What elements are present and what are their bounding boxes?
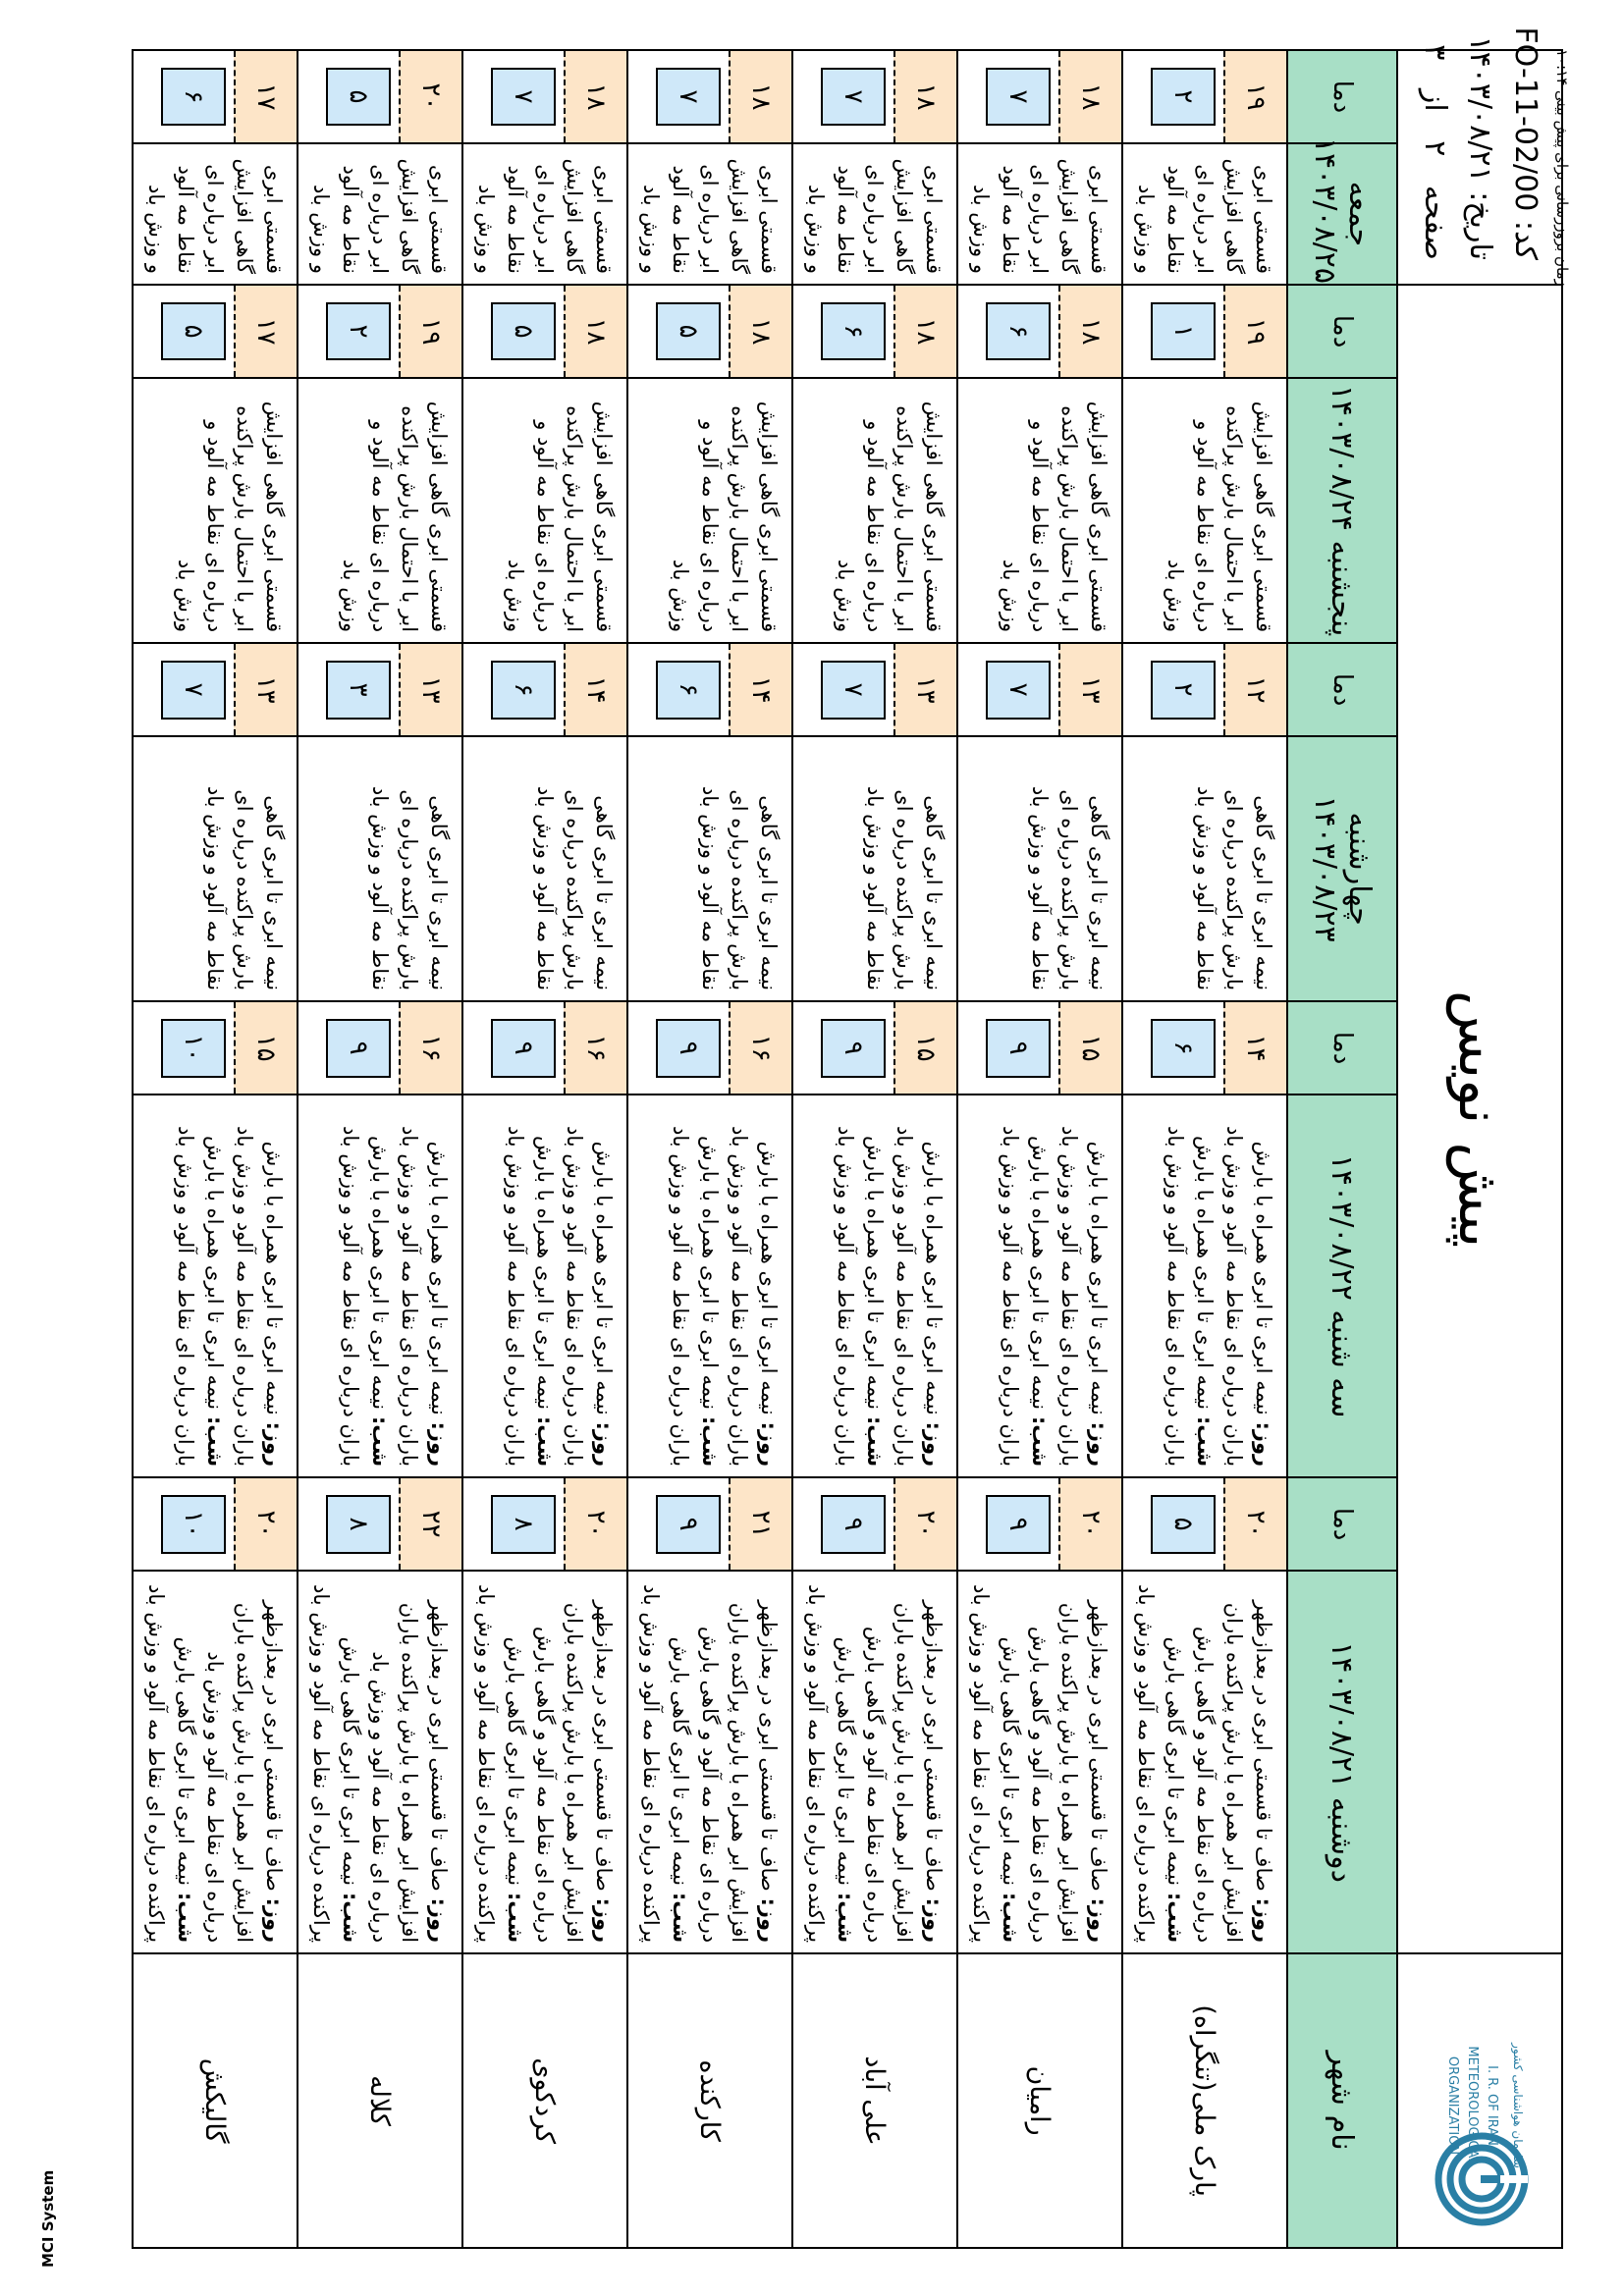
forecast-d1 <box>462 1571 627 1953</box>
forecast-night-part <box>801 1581 860 1943</box>
min-temp: ۹ <box>821 1495 886 1554</box>
min-temp: ۵ <box>656 302 721 361</box>
temp-cell <box>1122 1477 1287 1571</box>
forecast-d2 <box>133 1095 298 1477</box>
max-temp: ۱۳ <box>1058 644 1121 735</box>
forecast-sheet <box>46 27 1563 2247</box>
day-text: نیمه ابری تا ابری همراه با بارش باران درباره ای نقاط مه آلود و وزش باد <box>1057 1126 1110 1468</box>
col-city: نام شهر <box>1287 1953 1397 2248</box>
forecast-d2 <box>462 1095 627 1477</box>
max-temp: ۱۸ <box>729 51 791 142</box>
min-temp: ۷ <box>821 661 886 720</box>
day-text: نیمه ابری تا ابری همراه با بارش باران درباره ای نقاط مه آلود و وزش باد <box>563 1126 616 1468</box>
day-text: نیمه ابری تا ابری همراه با بارش باران درباره ای نقاط مه آلود و وزش باد <box>728 1126 781 1468</box>
forecast-night-part <box>636 1581 695 1943</box>
max-temp: ۱۶ <box>729 1002 791 1094</box>
forecast-day-part <box>530 1581 619 1943</box>
min-temp: ۲ <box>326 302 391 361</box>
max-temp: ۱۵ <box>234 1002 297 1094</box>
night-text: نیمه ابری تا ابری گاهی بارش پراکنده درباره ای نقاط مه آلود و وزش باد <box>1134 1584 1187 1944</box>
forecast-d5: قسمتی ابری گاهی افزایش ابر درباره ای نقاط مه آلود و وزش باد <box>627 143 792 285</box>
max-temp: ۲۰ <box>893 1478 956 1570</box>
max-temp: ۱۸ <box>1058 51 1121 142</box>
day-text: صاف تا قسمتی ابری در بعدازظهر افزایش ابر همراه با بارش پراکنده باران درباره ای نقاط مه آلود و گاهی بارش <box>1193 1600 1275 1944</box>
temp-cell <box>298 1001 462 1095</box>
day-label: روز: <box>262 1897 286 1944</box>
day-label: روز: <box>427 1421 451 1468</box>
night-label: شب: <box>834 1892 857 1944</box>
forecast-d5: قسمتی ابری گاهی افزایش ابر درباره ای نقاط مه آلود و وزش باد <box>133 143 298 285</box>
day-label: روز: <box>1252 1421 1275 1468</box>
min-temp: ۶ <box>1151 1019 1216 1078</box>
min-temp: ۱۰ <box>161 1495 226 1554</box>
page-line <box>1412 44 1457 261</box>
min-temp: ۱ <box>1151 302 1216 361</box>
footer-system-text: MCI System <box>39 2169 57 2268</box>
temp-cell <box>1122 285 1287 378</box>
forecast-d5: قسمتی ابری گاهی افزایش ابر درباره ای نقاط مه آلود و وزش باد <box>462 143 627 285</box>
temp-cell <box>627 285 792 378</box>
date-value: ۱۴۰۳/۰۸/۲۱ <box>1463 35 1497 183</box>
night-label: شب: <box>203 1415 227 1468</box>
day-text: نیمه ابری تا ابری همراه با بارش باران درباره ای نقاط مه آلود و وزش باد <box>1222 1126 1275 1468</box>
temp-cell <box>792 50 957 143</box>
temp-cell <box>133 1477 298 1571</box>
forecast-night-part <box>306 1581 365 1943</box>
min-temp: ۲ <box>1151 68 1216 127</box>
col-temp-1: دما <box>1287 1477 1397 1571</box>
day-label: روز: <box>922 1421 946 1468</box>
min-temp: ۳ <box>326 661 391 720</box>
table-row <box>133 50 298 2248</box>
min-temp: ۸ <box>491 1495 556 1554</box>
forecast-d3: نیمه ابری تا ابری گاهی بارش پراکنده درباره ای نقاط مه آلود و وزش باد <box>627 736 792 1001</box>
max-temp: ۱۶ <box>399 1002 461 1094</box>
temp-cell <box>462 50 627 143</box>
day-label: روز: <box>427 1897 451 1944</box>
forecast-night-part <box>666 1105 725 1467</box>
day-label: روز: <box>1087 1421 1110 1468</box>
temp-cell <box>462 1001 627 1095</box>
day-text: صاف تا قسمتی ابری در بعدازظهر افزایش ابر همراه با بارش پراکنده باران درباره ای نقاط مه آلود و گاهی بارش <box>1028 1600 1110 1944</box>
min-temp: ۷ <box>821 68 886 127</box>
night-label: شب: <box>1193 1415 1217 1468</box>
min-temp: ۹ <box>656 1019 721 1078</box>
temp-cell <box>627 1477 792 1571</box>
temp-cell <box>462 285 627 378</box>
day-text: نیمه ابری تا ابری همراه با بارش باران درباره ای نقاط مه آلود و وزش باد <box>893 1126 946 1468</box>
forecast-d3: نیمه ابری تا ابری گاهی بارش پراکنده درباره ای نقاط مه آلود و وزش باد <box>133 736 298 1001</box>
max-temp: ۲۰ <box>564 1478 626 1570</box>
forecast-d2 <box>957 1095 1122 1477</box>
logo-icon <box>1428 1968 1536 2233</box>
min-temp: ۷ <box>491 68 556 127</box>
day-label: روز: <box>592 1421 616 1468</box>
col-day-4: پنجشنبه ۱۴۰۳/۰۸/۲۴ <box>1287 378 1397 643</box>
night-label: شب: <box>698 1415 722 1468</box>
forecast-d3: نیمه ابری تا ابری گاهی بارش پراکنده درباره ای نقاط مه آلود و وزش باد <box>957 736 1122 1001</box>
forecast-day-part <box>1025 1581 1113 1943</box>
temp-cell <box>627 50 792 143</box>
night-text: نیمه ابری تا ابری گاهی بارش پراکنده درباره ای نقاط مه آلود و وزش باد <box>639 1584 692 1944</box>
forecast-day-part <box>365 1581 454 1943</box>
temp-cell <box>1122 643 1287 736</box>
logo-org-fa: سازمان هواشناسی کشور <box>1511 2043 1525 2168</box>
date-label: تاریخ: <box>1463 191 1497 261</box>
day-label: روز: <box>922 1897 946 1944</box>
footer-print-time <box>1553 49 1624 287</box>
table-row <box>462 50 627 2248</box>
night-text: نیمه ابری تا ابری گاهی بارش پراکنده درباره ای نقاط مه آلود و وزش باد <box>969 1584 1022 1944</box>
footer-print-time-text: زمان بروزرسانی برای پیش بینی ۱۰:۱۴ <box>1553 49 1571 287</box>
temp-cell <box>298 643 462 736</box>
max-temp: ۱۷ <box>234 286 297 377</box>
max-temp: ۱۸ <box>564 286 626 377</box>
night-text: نیمه ابری تا ابری همراه با بارش باران درباره ای نقاط مه آلود و وزش باد <box>999 1126 1052 1468</box>
temp-cell <box>298 50 462 143</box>
city-name: کارکنده <box>627 1953 792 2248</box>
min-temp: ۶ <box>491 661 556 720</box>
min-temp: ۷ <box>986 661 1051 720</box>
day-text: صاف تا قسمتی ابری در بعدازظهر افزایش ابر همراه با بارش پراکنده باران درباره ای نقاط مه آلود و گاهی بارش <box>698 1600 781 1944</box>
forecast-day-part <box>695 1581 784 1943</box>
night-label: شب: <box>1028 1415 1052 1468</box>
max-temp: ۱۸ <box>564 51 626 142</box>
forecast-d2 <box>627 1095 792 1477</box>
forecast-d5: قسمتی ابری گاهی افزایش ابر درباره ای نقاط مه آلود و وزش باد <box>957 143 1122 285</box>
temp-cell <box>462 1477 627 1571</box>
temp-cell <box>792 643 957 736</box>
forecast-night-part <box>336 1105 395 1467</box>
max-temp: ۱۳ <box>399 644 461 735</box>
footer-system <box>39 2169 79 2268</box>
max-temp: ۱۸ <box>1058 286 1121 377</box>
col-temp-2: دما <box>1287 1001 1397 1095</box>
table-row <box>1122 50 1287 2248</box>
page-title: پیش نویس <box>1397 285 1562 1953</box>
temp-cell <box>462 643 627 736</box>
min-temp: ۶ <box>161 68 226 127</box>
col-temp-4: دما <box>1287 285 1397 378</box>
min-temp: ۷ <box>161 661 226 720</box>
forecast-day-part <box>1190 1581 1278 1943</box>
forecast-d1 <box>133 1571 298 1953</box>
max-temp: ۱۴ <box>1223 1002 1286 1094</box>
temp-cell <box>627 1001 792 1095</box>
max-temp: ۱۸ <box>729 286 791 377</box>
min-temp: ۹ <box>986 1019 1051 1078</box>
table-row <box>298 50 462 2248</box>
code-line <box>1502 27 1547 261</box>
day-label: روز: <box>1087 1897 1110 1944</box>
max-temp: ۱۹ <box>1223 286 1286 377</box>
logo-org-en-3: ORGANIZATION <box>1445 2056 1460 2156</box>
temp-cell <box>792 1001 957 1095</box>
min-temp: ۸ <box>326 1495 391 1554</box>
page-of: از <box>1418 88 1452 112</box>
night-text: نیمه ابری تا ابری همراه با بارش باران درباره ای نقاط مه آلود و وزش باد <box>504 1126 557 1468</box>
forecast-night-part <box>141 1581 200 1943</box>
forecast-day-part <box>560 1105 619 1467</box>
forecast-d5: قسمتی ابری گاهی افزایش ابر درباره ای نقاط مه آلود و وزش باد <box>792 143 957 285</box>
min-temp: ۶ <box>986 302 1051 361</box>
table-row <box>957 50 1122 2248</box>
min-temp: ۱۰ <box>161 1019 226 1078</box>
max-temp: ۱۳ <box>893 644 956 735</box>
forecast-d3: نیمه ابری تا ابری گاهی بارش پراکنده درباره ای نقاط مه آلود و وزش باد <box>1122 736 1287 1001</box>
temp-cell <box>1122 50 1287 143</box>
night-text: نیمه ابری تا ابری همراه با بارش باران درباره ای نقاط مه آلود و وزش باد <box>339 1126 392 1468</box>
night-text: نیمه ابری تا ابری گاهی بارش پراکنده درباره ای نقاط مه آلود و وزش باد <box>474 1584 527 1944</box>
forecast-day-part <box>395 1105 454 1467</box>
temp-cell <box>792 285 957 378</box>
forecast-d1 <box>298 1571 462 1953</box>
max-temp: ۱۹ <box>399 286 461 377</box>
col-temp-5: دما <box>1287 50 1397 143</box>
col-day-5: جمعه ۱۴۰۳/۰۸/۲۵ <box>1287 143 1397 285</box>
forecast-d2 <box>792 1095 957 1477</box>
night-text: نیمه ابری تا ابری همراه با بارش باران درباره ای نقاط مه آلود و وزش باد <box>1164 1126 1217 1468</box>
forecast-day-part <box>1055 1105 1113 1467</box>
temp-cell <box>957 1001 1122 1095</box>
forecast-rows <box>133 50 1287 2248</box>
night-label: شب: <box>533 1415 557 1468</box>
forecast-day-part <box>200 1581 289 1943</box>
city-name: کلاله <box>298 1953 462 2248</box>
forecast-d4: قسمتی ابری گاهی افزایش ابر با احتمال بارش پراکنده درباره ای نقاط مه آلود و وزش باد <box>298 378 462 643</box>
day-text: نیمه ابری تا ابری همراه با بارش باران درباره ای نقاط مه آلود و وزش باد <box>233 1126 286 1468</box>
forecast-day-part <box>860 1581 948 1943</box>
max-temp: ۱۷ <box>234 51 297 142</box>
col-day-3: چهارشنبه ۱۴۰۳/۰۸/۲۳ <box>1287 736 1397 1001</box>
forecast-d5: قسمتی ابری گاهی افزایش ابر درباره ای نقاط مه آلود و وزش باد <box>1122 143 1287 285</box>
max-temp: ۱۵ <box>1058 1002 1121 1094</box>
document-meta <box>1397 27 1562 285</box>
max-temp: ۲۰ <box>1058 1478 1121 1570</box>
forecast-night-part <box>1161 1105 1219 1467</box>
min-temp: ۵ <box>491 302 556 361</box>
day-text: صاف تا قسمتی ابری در بعدازظهر افزایش ابر همراه با بارش پراکنده باران درباره ای نقاط مه آلود و گاهی بارش <box>533 1600 616 1944</box>
day-text: صاف تا قسمتی ابری در بعدازظهر افزایش ابر همراه با بارش پراکنده باران درباره ای نقاط مه آلود و گاهی بارش <box>863 1600 946 1944</box>
forecast-d1 <box>1122 1571 1287 1953</box>
city-name: گالیکش <box>133 1953 298 2248</box>
temp-cell <box>957 1477 1122 1571</box>
forecast-d1 <box>792 1571 957 1953</box>
col-temp-3: دما <box>1287 643 1397 736</box>
night-label: شب: <box>339 1892 362 1944</box>
city-name: رامیان <box>957 1953 1122 2248</box>
max-temp: ۱۸ <box>893 286 956 377</box>
page-total: ۳ <box>1418 44 1452 61</box>
forecast-d4: قسمتی ابری گاهی افزایش ابر با احتمال بارش پراکنده درباره ای نقاط مه آلود و وزش باد <box>792 378 957 643</box>
max-temp: ۱۴ <box>729 644 791 735</box>
column-header-row <box>1287 50 1397 2248</box>
min-temp: ۹ <box>656 1495 721 1554</box>
city-name: پارک ملی(تنگراه) <box>1122 1953 1287 2248</box>
page-label: صفحه <box>1418 185 1452 261</box>
night-label: شب: <box>368 1415 392 1468</box>
forecast-d2 <box>298 1095 462 1477</box>
max-temp: ۱۹ <box>1223 51 1286 142</box>
forecast-day-part <box>1219 1105 1278 1467</box>
max-temp: ۲۰ <box>234 1478 297 1570</box>
min-temp: ۲ <box>1151 661 1216 720</box>
forecast-day-part <box>725 1105 784 1467</box>
code-label: کد: <box>1508 220 1543 261</box>
temp-cell <box>298 1477 462 1571</box>
max-temp: ۱۴ <box>564 644 626 735</box>
max-temp: ۲۱ <box>729 1478 791 1570</box>
night-text: نیمه ابری تا ابری گاهی بارش پراکنده درباره ای نقاط مه آلود و وزش باد <box>309 1584 362 1944</box>
day-text: صاف تا قسمتی ابری در بعدازظهر افزایش ابر همراه با بارش پراکنده باران درباره ای نقاط مه آلود و وزش باد <box>368 1600 451 1944</box>
col-day-2: سه شنبه ۱۴۰۳/۰۸/۲۲ <box>1287 1095 1397 1477</box>
night-label: شب: <box>669 1892 692 1944</box>
max-temp: ۲۰ <box>399 51 461 142</box>
night-label: شب: <box>999 1892 1022 1944</box>
night-text: نیمه ابری تا ابری همراه با بارش باران درباره ای نقاط مه آلود و وزش باد <box>834 1126 887 1468</box>
city-name: کردکوی <box>462 1953 627 2248</box>
max-temp: ۱۵ <box>893 1002 956 1094</box>
forecast-d4: قسمتی ابری گاهی افزایش ابر با احتمال بارش پراکنده درباره ای نقاط مه آلود و وزش باد <box>1122 378 1287 643</box>
day-label: روز: <box>262 1421 286 1468</box>
forecast-night-part <box>831 1105 890 1467</box>
min-temp: ۷ <box>656 68 721 127</box>
temp-cell <box>627 643 792 736</box>
table-row <box>792 50 957 2248</box>
logo-org-en-1: I. R. OF IRAN <box>1485 2065 1499 2146</box>
night-label: شب: <box>863 1415 887 1468</box>
city-name: علی آباد <box>792 1953 957 2248</box>
min-temp: ۵ <box>326 68 391 127</box>
temp-cell <box>133 1001 298 1095</box>
day-label: روز: <box>757 1897 781 1944</box>
forecast-night-part <box>996 1105 1055 1467</box>
night-text: نیمه ابری تا ابری گاهی بارش پراکنده درباره ای نقاط مه آلود و وزش باد <box>144 1584 197 1944</box>
night-label: شب: <box>174 1892 197 1944</box>
night-text: نیمه ابری تا ابری همراه با بارش باران درباره ای نقاط مه آلود و وزش باد <box>174 1126 227 1468</box>
min-temp: ۷ <box>986 68 1051 127</box>
day-label: روز: <box>592 1897 616 1944</box>
page-number: ۲ <box>1418 140 1452 157</box>
forecast-night-part <box>171 1105 230 1467</box>
forecast-night-part <box>1131 1581 1190 1943</box>
max-temp: ۱۳ <box>234 644 297 735</box>
day-text: نیمه ابری تا ابری همراه با بارش باران درباره ای نقاط مه آلود و وزش باد <box>398 1126 451 1468</box>
night-label: شب: <box>1164 1892 1187 1944</box>
max-temp: ۱۸ <box>893 51 956 142</box>
forecast-night-part <box>966 1581 1025 1943</box>
min-temp: ۶ <box>821 302 886 361</box>
min-temp: ۹ <box>326 1019 391 1078</box>
forecast-d4: قسمتی ابری گاهی افزایش ابر با احتمال بارش پراکنده درباره ای نقاط مه آلود و وزش باد <box>462 378 627 643</box>
temp-cell <box>957 50 1122 143</box>
date-line <box>1457 35 1502 261</box>
logo-cell <box>1397 1953 1562 2248</box>
forecast-d4: قسمتی ابری گاهی افزایش ابر با احتمال بارش پراکنده درباره ای نقاط مه آلود و وزش باد <box>627 378 792 643</box>
forecast-day-part <box>890 1105 948 1467</box>
forecast-night-part <box>471 1581 530 1943</box>
temp-cell <box>133 643 298 736</box>
forecast-d5: قسمتی ابری گاهی افزایش ابر درباره ای نقاط مه آلود و وزش باد <box>298 143 462 285</box>
table-row <box>627 50 792 2248</box>
max-temp: ۲۲ <box>399 1478 461 1570</box>
code-value: FO-11-02/00 <box>1508 27 1543 212</box>
forecast-day-part <box>230 1105 289 1467</box>
min-temp: ۵ <box>1151 1495 1216 1554</box>
max-temp: ۱۶ <box>564 1002 626 1094</box>
forecast-d1 <box>957 1571 1122 1953</box>
night-label: شب: <box>504 1892 527 1944</box>
forecast-night-part <box>501 1105 560 1467</box>
forecast-d3: نیمه ابری تا ابری گاهی بارش پراکنده درباره ای نقاط مه آلود و وزش باد <box>462 736 627 1001</box>
min-temp: ۵ <box>161 302 226 361</box>
col-day-1: دوشنبه ۱۴۰۳/۰۸/۲۱ <box>1287 1571 1397 1953</box>
forecast-d4: قسمتی ابری گاهی افزایش ابر با احتمال بارش پراکنده درباره ای نقاط مه آلود و وزش باد <box>957 378 1122 643</box>
min-temp: ۶ <box>656 661 721 720</box>
forecast-d3: نیمه ابری تا ابری گاهی بارش پراکنده درباره ای نقاط مه آلود و وزش باد <box>298 736 462 1001</box>
day-label: روز: <box>1252 1897 1275 1944</box>
temp-cell <box>957 643 1122 736</box>
temp-cell <box>957 285 1122 378</box>
min-temp: ۹ <box>986 1495 1051 1554</box>
forecast-table <box>132 27 1563 2249</box>
forecast-d3: نیمه ابری تا ابری گاهی بارش پراکنده درباره ای نقاط مه آلود و وزش باد <box>792 736 957 1001</box>
temp-cell <box>1122 1001 1287 1095</box>
temp-cell <box>133 285 298 378</box>
night-text: نیمه ابری تا ابری گاهی بارش پراکنده درباره ای نقاط مه آلود و وزش باد <box>804 1584 857 1944</box>
max-temp: ۲۰ <box>1223 1478 1286 1570</box>
temp-cell <box>792 1477 957 1571</box>
temp-cell <box>298 285 462 378</box>
forecast-d1 <box>627 1571 792 1953</box>
min-temp: ۹ <box>491 1019 556 1078</box>
logo-org-en-2: METEOROLOGICAL <box>1465 2046 1480 2165</box>
temp-cell <box>133 50 298 143</box>
min-temp: ۹ <box>821 1019 886 1078</box>
day-text: صاف تا قسمتی ابری در بعدازظهر افزایش ابر همراه با بارش پراکنده باران درباره ای نقاط مه آلود و وزش باد <box>203 1600 286 1944</box>
forecast-d4: قسمتی ابری گاهی افزایش ابر با احتمال بارش پراکنده درباره ای نقاط مه آلود و وزش باد <box>133 378 298 643</box>
forecast-d2 <box>1122 1095 1287 1477</box>
night-text: نیمه ابری تا ابری همراه با بارش باران درباره ای نقاط مه آلود و وزش باد <box>669 1126 722 1468</box>
max-temp: ۱۲ <box>1223 644 1286 735</box>
day-label: روز: <box>757 1421 781 1468</box>
